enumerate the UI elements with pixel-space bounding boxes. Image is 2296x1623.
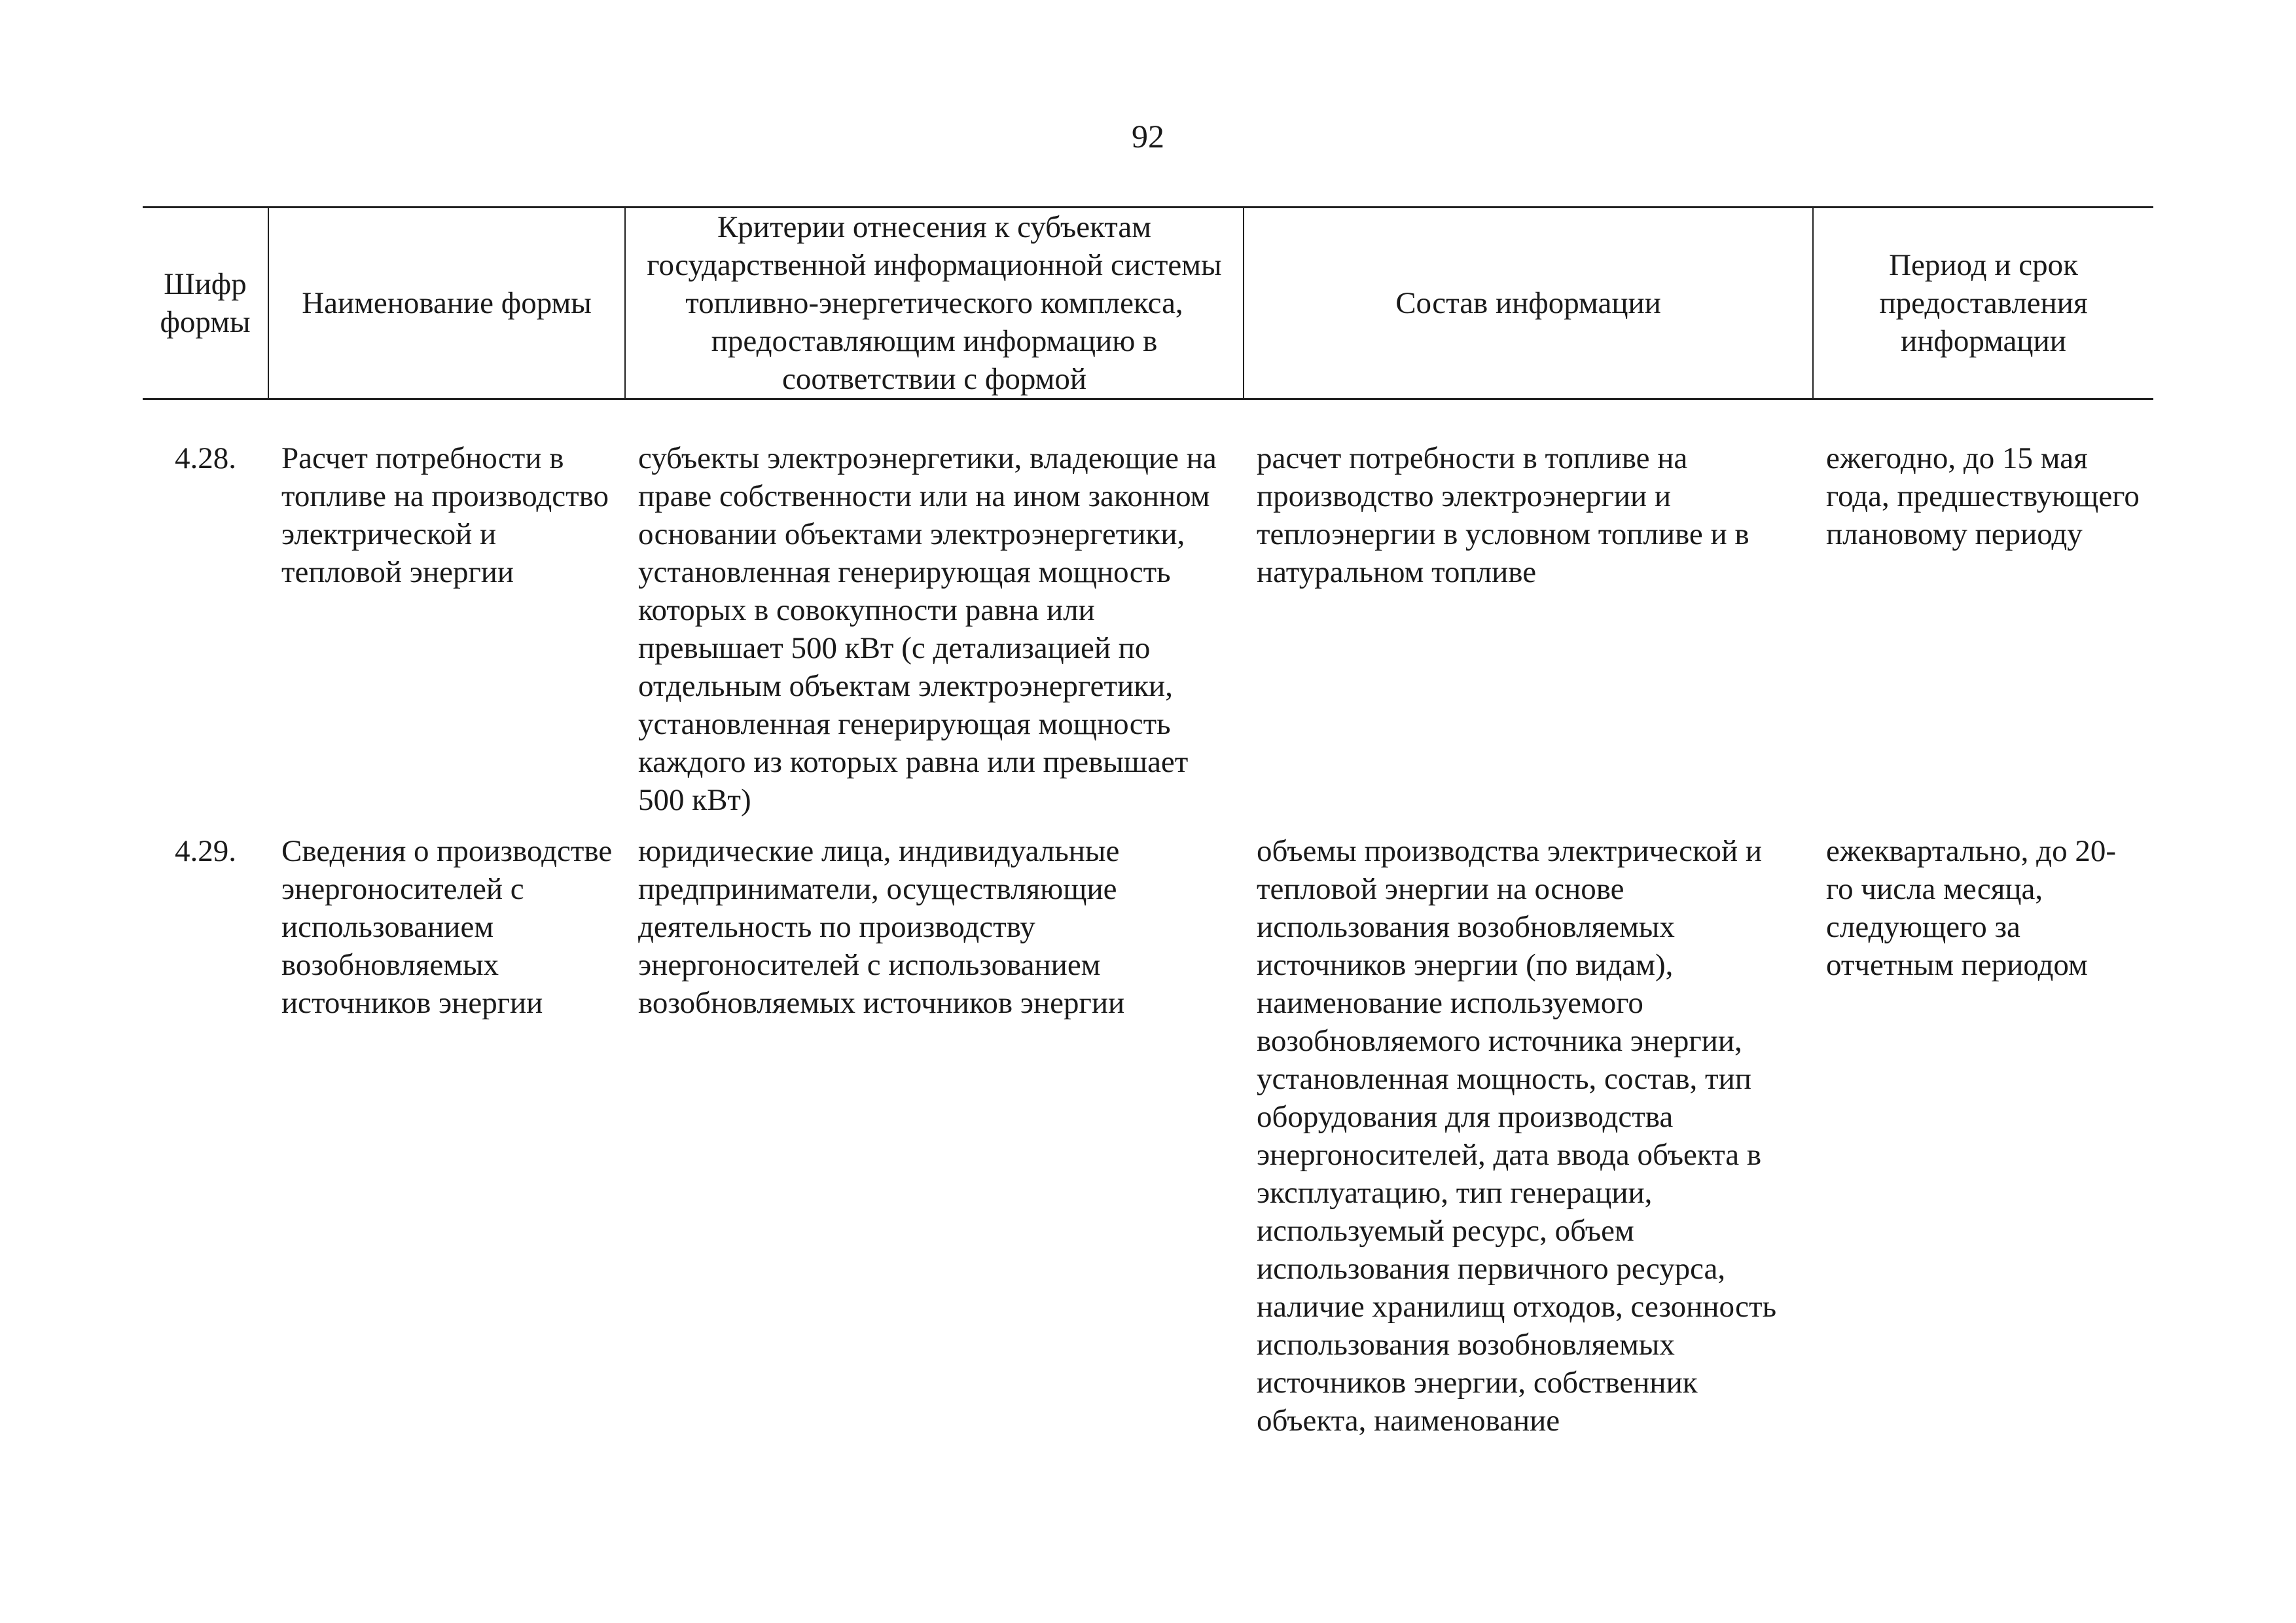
header-criteria: Критерии отнесения к субъектам государственной информационной системы топливно-энергетического комплекса, предоставляющим информацию в соответствии с формой — [625, 208, 1244, 399]
table-header-row — [143, 208, 2153, 399]
row-period: ежеквартально, до 20-го числа месяца, следующего за отчетным периодом — [1826, 834, 2116, 982]
header-name: Наименование формы — [268, 208, 625, 399]
row-criteria: юридические лица, индивидуальные предприниматели, осуществляющие деятельность по производству энергоносителей с использованием возобновляемых источников энергии — [638, 834, 1125, 1020]
row-content: расчет потребности в топливе на производство электроэнергии и теплоэнергии в условном топливе и в натуральном топливе — [1257, 441, 1749, 589]
row-name: Расчет потребности в топливе на производство электрической и тепловой энергии — [281, 441, 609, 589]
header-code: Шифр формы — [143, 208, 268, 399]
row-code: 4.29. — [175, 834, 236, 868]
table-row — [143, 399, 2153, 833]
row-name: Сведения о производстве энергоносителей с использованием возобновляемых источников энергии — [281, 834, 613, 1020]
row-code: 4.28. — [175, 441, 236, 475]
row-period: ежегодно, до 15 мая года, предшествующего плановому периоду — [1826, 441, 2140, 551]
header-period: Период и срок предоставления информации — [1813, 208, 2153, 399]
row-criteria: субъекты электроэнергетики, владеющие на праве собственности или на ином законном основании объектами электроэнергетики, установленная генерирующая мощность которых в совокупности равна или превышает 500 кВт (с детализацией по отдельным объектам электроэнергетики, установленная генерирующая мощность каждого из которых равна или превышает 500 кВт) — [638, 441, 1217, 817]
table-row — [143, 832, 2153, 1453]
header-content: Состав информации — [1244, 208, 1813, 399]
page-number: 92 — [1132, 118, 1164, 155]
row-content: объемы производства электрической и тепловой энергии на основе использования возобновляемых источников энергии (по видам), наименование используемого возобновляемого источника энергии, установленная мощность, состав, тип оборудования для производства энергоносителей, дата ввода объекта в эксплуатацию, тип генерации, используемый ресурс, объем использования первичного ресурса, наличие хранилищ отходов, сезонность использования возобновляемых источников энергии, собственник объекта, наименование — [1257, 834, 1776, 1438]
forms-table — [143, 206, 2153, 1453]
